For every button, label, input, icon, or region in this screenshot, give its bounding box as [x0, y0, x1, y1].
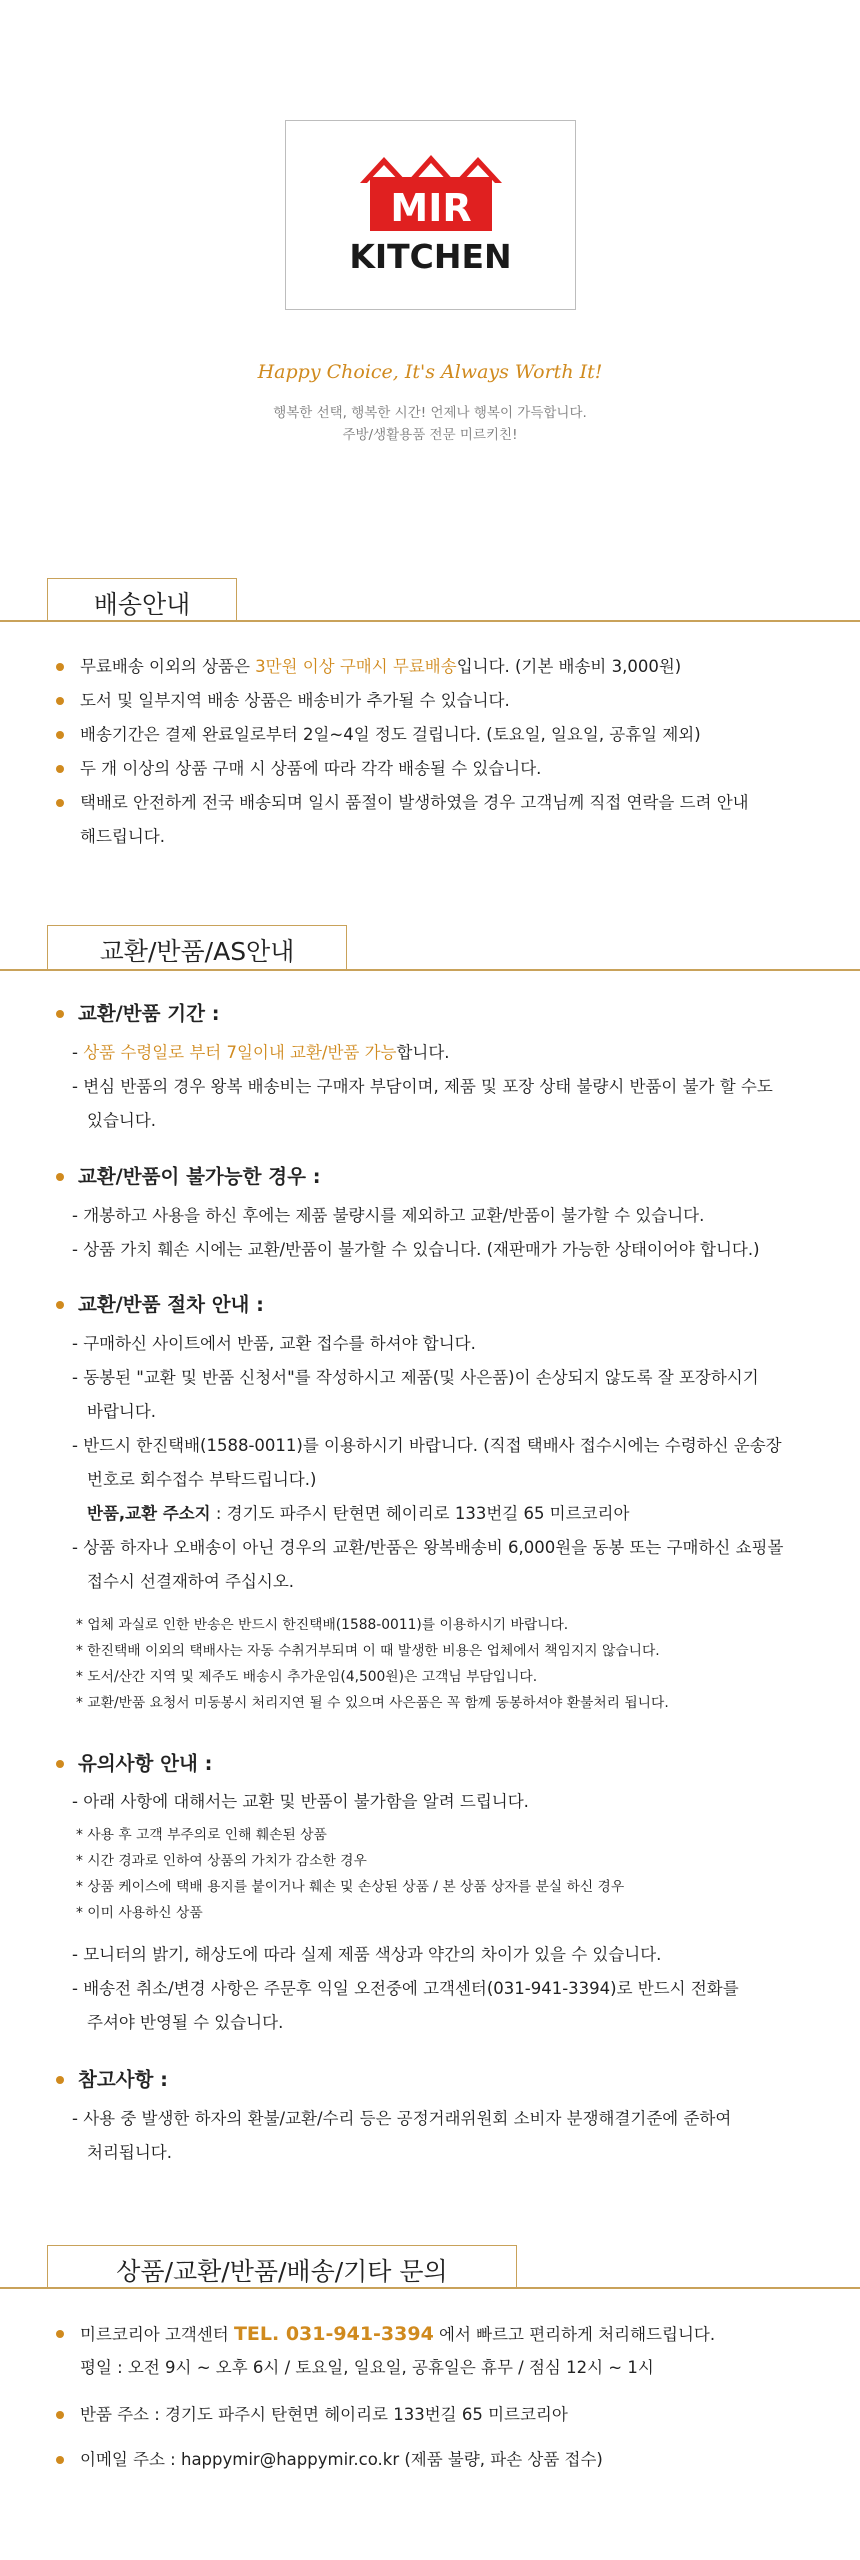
exchange-procedure-line-cont: 바랍니다. [87, 1402, 157, 1421]
house-roof-logo-icon [356, 153, 506, 233]
exchange-period-heading: 교환/반품 기간 : [78, 1002, 220, 1025]
caution-line: - 아래 사항에 대해서는 교환 및 반품이 불가함을 알려 드립니다. [72, 1792, 529, 1811]
reference-heading: 참고사항 : [78, 2068, 168, 2091]
bullet-icon [56, 2456, 64, 2464]
procedure-note: * 업체 과실로 인한 반송은 반드시 한진택배(1588-0011)를 이용하시기 바랍니다. [76, 1617, 569, 1633]
tagline-line-1: 행복한 선택, 행복한 시간! 언제나 행복이 가득합니다. [273, 405, 587, 421]
inquiry-email[interactable]: 이메일 주소 : happymir@happymir.co.kr (제품 불량, 파손 상품 접수) [80, 2450, 603, 2469]
procedure-note: * 도서/산간 지역 및 제주도 배송시 추가운임(4,500원)은 고객님 부담입니다. [76, 1669, 538, 1685]
caution-note: * 시간 경과로 인하여 상품의 가치가 감소한 경우 [76, 1853, 367, 1869]
logo-kitchen-text: KITCHEN [349, 237, 512, 276]
bullet-icon [56, 697, 64, 705]
brand-logo [285, 120, 576, 310]
slogan: Happy Choice, It's Always Worth It! [257, 361, 603, 383]
customer-center-tel[interactable]: TEL. 031-941-3394 [233, 2323, 434, 2345]
bullet-icon [56, 1010, 64, 1018]
caution-heading: 유의사항 안내 : [78, 1752, 213, 1775]
business-hours: 평일 : 오전 9시 ~ 오후 6시 / 토요일, 일요일, 공휴일은 휴무 / 점심 12시 ~ 1시 [80, 2358, 654, 2377]
section-divider [0, 969, 860, 971]
exchange-procedure-line: - 상품 하자나 오배송이 아닌 경우의 교환/반품은 왕복배송비 6,000원을 동봉 또는 구매하신 쇼핑몰 [72, 1538, 784, 1557]
exchange-unavailable-line: - 개봉하고 사용을 하신 후에는 제품 불량시를 제외하고 교환/반품이 불가할 수 있습니다. [72, 1206, 705, 1225]
inquiry-return-address: 반품 주소 : 경기도 파주시 탄현면 헤이리로 133번길 65 미르코리아 [80, 2405, 568, 2424]
section-title-inquiry: 상품/교환/반품/배송/기타 문의 [47, 2245, 517, 2287]
exchange-procedure-line: - 구매하신 사이트에서 반품, 교환 접수를 하셔야 합니다. [72, 1334, 476, 1353]
exchange-period-line: - 상품 수령일로 부터 7일이내 교환/반품 가능합니다. [72, 1043, 450, 1062]
bullet-icon [56, 1760, 64, 1768]
exchange-procedure-line: - 동봉된 "교환 및 반품 신청서"를 작성하시고 제품(및 사은품)이 손상되지 않도록 잘 포장하시기 [72, 1368, 759, 1387]
logo-mir-text: MIR [390, 186, 472, 230]
reference-line: - 사용 중 발생한 하자의 환불/교환/수리 등은 공정거래위원회 소비자 분쟁해결기준에 준하여 [72, 2109, 732, 2128]
bullet-icon [56, 731, 64, 739]
bullet-icon [56, 765, 64, 773]
exchange-period-line: - 변심 반품의 경우 왕복 배송비는 구매자 부담이며, 제품 및 포장 상태 불량시 반품이 불가 할 수도 [72, 1077, 773, 1096]
caution-line: - 배송전 취소/변경 사항은 주문후 익일 오전중에 고객센터(031-941-3394)로 반드시 전화를 [72, 1979, 739, 1998]
exchange-procedure-heading: 교환/반품 절차 안내 : [78, 1293, 264, 1316]
reference-line-cont: 처리됩니다. [87, 2143, 172, 2162]
return-address: 반품,교환 주소지 : 경기도 파주시 탄현면 헤이리로 133번길 65 미르코리아 [87, 1504, 630, 1523]
section-title-shipping: 배송안내 [47, 578, 237, 620]
exchange-unavailable-heading: 교환/반품이 불가능한 경우 : [78, 1165, 321, 1188]
customer-center: 미르코리아 고객센터 TEL. 031-941-3394 에서 빠르고 편리하게 처리해드립니다. [80, 2323, 716, 2345]
exchange-period-line-cont: 있습니다. [87, 1111, 157, 1130]
caution-line-cont: 주셔야 반영될 수 있습니다. [87, 2013, 284, 2032]
bullet-icon [56, 1301, 64, 1309]
shipping-item: 두 개 이상의 상품 구매 시 상품에 따라 각각 배송될 수 있습니다. [80, 759, 542, 778]
caution-note: * 사용 후 고객 부주의로 인해 훼손된 상품 [76, 1827, 327, 1843]
shipping-item: 배송기간은 결제 완료일로부터 2일~4일 정도 걸립니다. (토요일, 일요일, 공휴일 제외) [80, 725, 701, 744]
section-divider [0, 2287, 860, 2289]
exchange-procedure-line: - 반드시 한진택배(1588-0011)를 이용하시기 바랍니다. (직접 택배사 접수시에는 수령하신 운송장 [72, 1436, 782, 1455]
section-title-exchange: 교환/반품/AS안내 [47, 925, 347, 969]
bullet-icon [56, 1173, 64, 1181]
bullet-icon [56, 2411, 64, 2419]
exchange-procedure-line-cont: 번호로 회수접수 부탁드립니다.) [87, 1470, 317, 1489]
shipping-item-cont: 해드립니다. [80, 827, 165, 846]
shipping-item: 도서 및 일부지역 배송 상품은 배송비가 추가될 수 있습니다. [80, 691, 510, 710]
bullet-icon [56, 799, 64, 807]
shipping-item: 무료배송 이외의 상품은 3만원 이상 구매시 무료배송입니다. (기본 배송비 3,000원) [80, 657, 682, 676]
bullet-icon [56, 663, 64, 671]
caution-note: * 이미 사용하신 상품 [76, 1905, 203, 1921]
bullet-icon [56, 2076, 64, 2084]
section-divider [0, 620, 860, 622]
exchange-unavailable-line: - 상품 가치 훼손 시에는 교환/반품이 불가할 수 있습니다. (재판매가 가능한 상태이어야 합니다.) [72, 1240, 760, 1259]
caution-note: * 상품 케이스에 택배 용지를 붙이거나 훼손 및 손상된 상품 / 본 상품 상자를 분실 하신 경우 [76, 1879, 625, 1895]
bullet-icon [56, 2330, 64, 2338]
exchange-procedure-line-cont: 접수시 선결재하여 주십시오. [87, 1572, 295, 1591]
procedure-note: * 교환/반품 요청서 미동봉시 처리지연 될 수 있으며 사은품은 꼭 함께 동봉하셔야 환불처리 됩니다. [76, 1695, 669, 1711]
shipping-item: 택배로 안전하게 전국 배송되며 일시 품절이 발생하였을 경우 고객님께 직접 연락을 드려 안내 [80, 793, 749, 812]
procedure-note: * 한진택배 이외의 택배사는 자동 수취거부되며 이 때 발생한 비용은 업체에서 책임지지 않습니다. [76, 1643, 660, 1659]
tagline-line-2: 주방/생활용품 전문 미르키친! [342, 427, 518, 443]
caution-line: - 모니터의 밝기, 해상도에 따라 실제 제품 색상과 약간의 차이가 있을 수 있습니다. [72, 1945, 662, 1964]
